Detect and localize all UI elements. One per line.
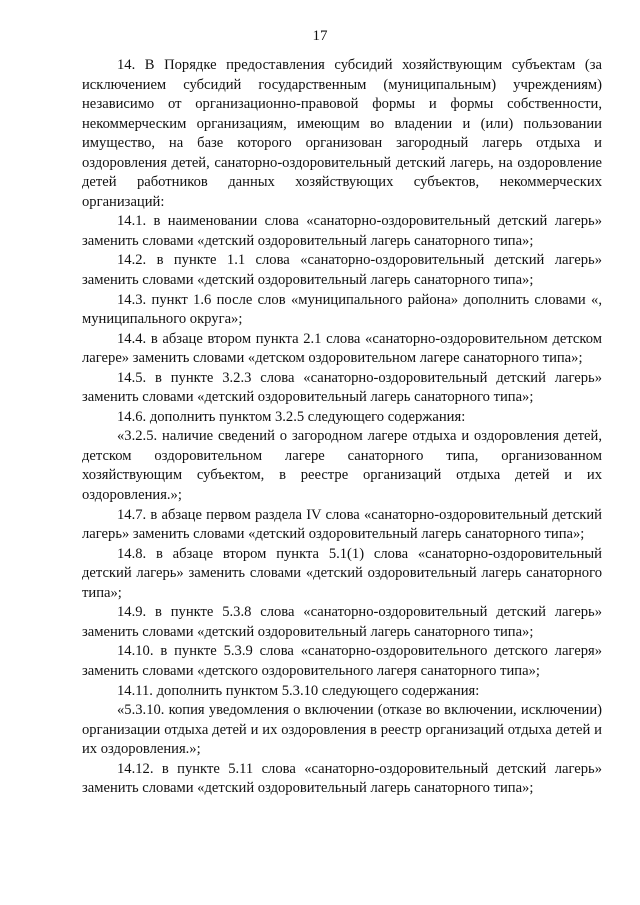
paragraph-14-10: 14.10. в пункте 5.3.9 слова «санаторно-оздоровительного детского лагеря» заменить словами «детского оздоровительного лагеря санаторного типа»; [82,643,602,679]
paragraph-14-1: 14.1. в наименовании слова «санаторно-оздоровительный детский лагерь» заменить словами «детский оздоровительный лагерь санаторного типа»; [82,213,602,249]
paragraph-14-5: 14.5. в пункте 3.2.3 слова «санаторно-оздоровительный детский лагерь» заменить словами «детский оздоровительный лагерь санаторного типа»; [82,369,602,406]
paragraph-14-8: 14.8. в абзаце втором пункта 5.1(1) слова «санаторно-оздоровительный детский лагерь» заменить словами «детский оздоровительный лагерь санаторного типа»; [82,545,602,601]
paragraph-14-12: 14.12. в пункте 5.11 слова «санаторно-оздоровительный детский лагерь» заменить словами «детский оздоровительный лагерь санаторного типа»; [82,760,602,797]
paragraph-14: 14. В Порядке предоставления субсидий хозяйствующим субъектам (за исключением субсидий государственным (муниципальным) учреждениям) независимо от организационно-правовой формы и формы собственности, некоммерческим организациям, имеющим во владении и (или) пользовании имущество, на базе которого организован загородный лагерь отдыха и оздоровления детей, санаторно-оздоровительный детский лагерь, на оздоровление детей работников данных хозяйствующих субъектов, некоммерческих организаций: [82,57,602,210]
paragraph-14-6: 14.6. дополнить пунктом 3.2.5 следующего содержания: [117,408,466,425]
paragraph-14-11: 14.11. дополнить пунктом 5.3.10 следующего содержания: [117,682,480,699]
paragraph-14-7: 14.7. в абзаце первом раздела IV слова «санаторно-оздоровительный детский лагерь» заменить словами «детский оздоровительный лагерь санаторного типа»; [82,506,602,543]
paragraph-14-4: 14.4. в абзаце втором пункта 2.1 слова «санаторно-оздоровительном детском лагере» заменить словами «детском оздоровительном лагере санаторного типа»; [82,330,602,367]
quoted-paragraph-5-3-10: «5.3.10. копия уведомления о включении (отказе во включении, исключении) организации отдыха детей и их оздоровления в реестр организаций отдыха детей и их оздоровления.»; [82,702,602,758]
paragraph-14-2: 14.2. в пункте 1.1 слова «санаторно-оздоровительный детский лагерь» заменить словами «детский оздоровительный лагерь санаторного типа»; [82,252,602,289]
document-body [82,56,602,799]
quoted-paragraph-3-2-5: «3.2.5. наличие сведений о загородном лагере отдыха и оздоровления детей, детском оздоровительном лагере санаторного типа, организованном хозяйствующим субъектом, в реестре организаций отдыха детей и их оздоровления.»; [82,428,602,504]
paragraph-14-9: 14.9. в пункте 5.3.8 слова «санаторно-оздоровительный детский лагерь» заменить словами «детский оздоровительный лагерь санаторного типа»; [82,604,602,640]
page-number: 17 [312,28,328,44]
paragraph-14-3: 14.3. пункт 1.6 после слов «муниципального района» дополнить словами «, муниципального округа»; [82,291,602,328]
